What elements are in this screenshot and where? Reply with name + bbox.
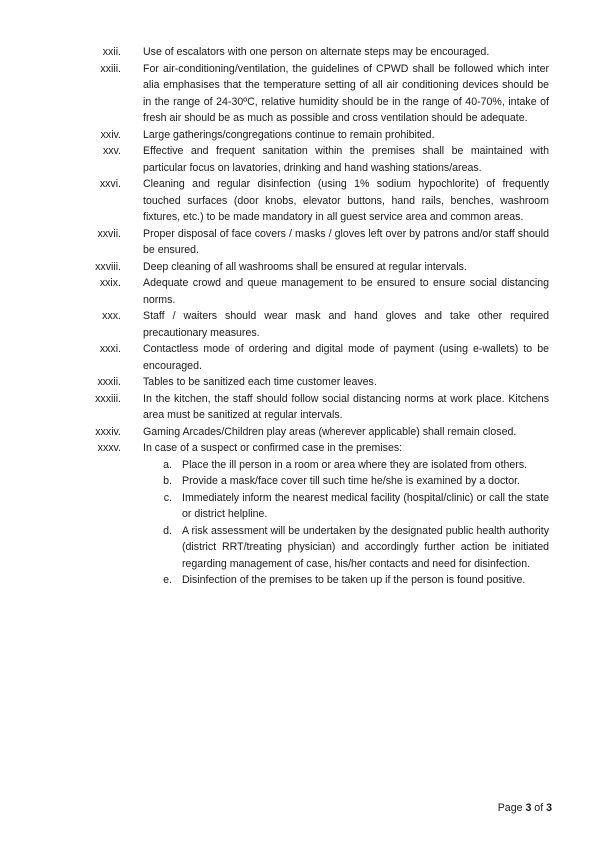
item-number: xxxiii. — [95, 392, 121, 405]
sub-item-text: A risk assessment will be undertaken by the designated public health authority (district RRT/treating physician) and accordingly further action be initiated regarding management of case, his/her contacts and need for disinfection. — [182, 524, 549, 570]
item-number: xxxiv. — [95, 425, 121, 438]
list-item — [0, 308, 616, 341]
item-text: Proper disposal of face covers / masks / gloves left over by patrons and/or staff should be ensured. — [143, 227, 549, 256]
page-number-footer — [498, 802, 552, 814]
sub-list-item — [0, 457, 616, 474]
item-number: xxiv. — [100, 128, 121, 141]
item-text: Large gatherings/congregations continue to remain prohibited. — [143, 128, 435, 141]
sub-list-item — [0, 572, 616, 589]
sub-item-letter: b. — [163, 475, 172, 487]
item-text: Staff / waiters should wear mask and hand gloves and take other required precautionary measures. — [143, 310, 549, 339]
of-word: of — [534, 802, 544, 814]
sub-item-text: Provide a mask/face cover till such time he/she is examined by a doctor. — [182, 475, 520, 487]
item-number: xxxi. — [99, 343, 121, 355]
list-item — [0, 275, 616, 308]
list-item — [0, 440, 616, 457]
item-number: xxiii. — [100, 62, 121, 75]
sub-item-letter: c. — [163, 491, 172, 504]
list-item — [0, 176, 616, 226]
current-page-number: 3 — [525, 802, 532, 814]
item-number: xxii. — [102, 46, 121, 58]
sub-item-text: Disinfection of the premises to be taken up if the person is found positive. — [182, 574, 526, 586]
item-text: Adequate crowd and queue management to be ensured to ensure social distancing norms. — [143, 277, 549, 306]
item-number: xxviii. — [95, 260, 121, 273]
sub-list-item — [0, 523, 616, 573]
list-item — [0, 44, 616, 61]
list-item — [0, 424, 616, 441]
item-text: Tables to be sanitized each time customer leaves. — [143, 376, 377, 388]
total-page-number: 3 — [546, 802, 552, 814]
list-item — [0, 127, 616, 144]
item-text: Cleaning and regular disinfection (using 1% sodium hypochlorite) of frequently touched surfaces (door knobs, elevator buttons, hand rails, benches, washroom fixtures, etc.) to be made mandatory in all guest service area and common areas. — [143, 178, 549, 223]
item-number: xxxii. — [97, 376, 121, 388]
sub-item-text: Place the ill person in a room or area where they are isolated from others. — [182, 458, 528, 471]
list-item — [0, 226, 616, 259]
item-number: xxx. — [102, 310, 121, 322]
item-number: xxix. — [99, 277, 121, 289]
list-item — [0, 391, 616, 424]
item-text: Use of escalators with one person on alternate steps may be encouraged. — [143, 46, 490, 58]
guideline-list — [0, 44, 616, 589]
item-text: In case of a suspect or confirmed case in the premises: — [143, 442, 403, 454]
item-number: xxvi. — [99, 178, 121, 190]
list-item — [0, 341, 616, 374]
sub-list-item — [0, 490, 616, 523]
list-item — [0, 143, 616, 176]
item-number: xxv. — [102, 145, 121, 157]
sub-list-item — [0, 473, 616, 490]
sub-item-text: Immediately inform the nearest medical facility (hospital/clinic) or call the state or district helpline. — [182, 491, 549, 520]
page-word: Page — [497, 802, 523, 814]
list-item — [0, 259, 616, 276]
item-text: Deep cleaning of all washrooms shall be ensured at regular intervals. — [143, 260, 467, 273]
sub-item-letter: a. — [163, 458, 172, 471]
item-text: For air-conditioning/ventilation, the guidelines of CPWD shall be followed which inter alia emphasises that the temperature setting of all air conditioning devices should be in the range of 24-30ºC, relative humidity should be in the range of 40-70%, intake of fresh air should be as much as possible and cross ventilation should be adequate. — [143, 62, 549, 124]
list-item — [0, 374, 616, 391]
sub-item-letter: e. — [163, 574, 172, 586]
sub-item-letter: d. — [163, 524, 172, 537]
item-number: xxvii. — [97, 227, 121, 240]
item-text: Gaming Arcades/Children play areas (wherever applicable) shall remain closed. — [143, 425, 517, 438]
item-text: Contactless mode of ordering and digital mode of payment (using e-wallets) to be encouraged. — [143, 343, 549, 372]
list-item — [0, 61, 616, 127]
item-text: Effective and frequent sanitation within the premises shall be maintained with particular focus on lavatories, drinking and hand washing stations/areas. — [143, 145, 549, 174]
item-text: In the kitchen, the staff should follow social distancing norms at work place. Kitchens area must be sanitized at regular intervals. — [143, 392, 549, 421]
item-number: xxxv. — [97, 442, 121, 454]
